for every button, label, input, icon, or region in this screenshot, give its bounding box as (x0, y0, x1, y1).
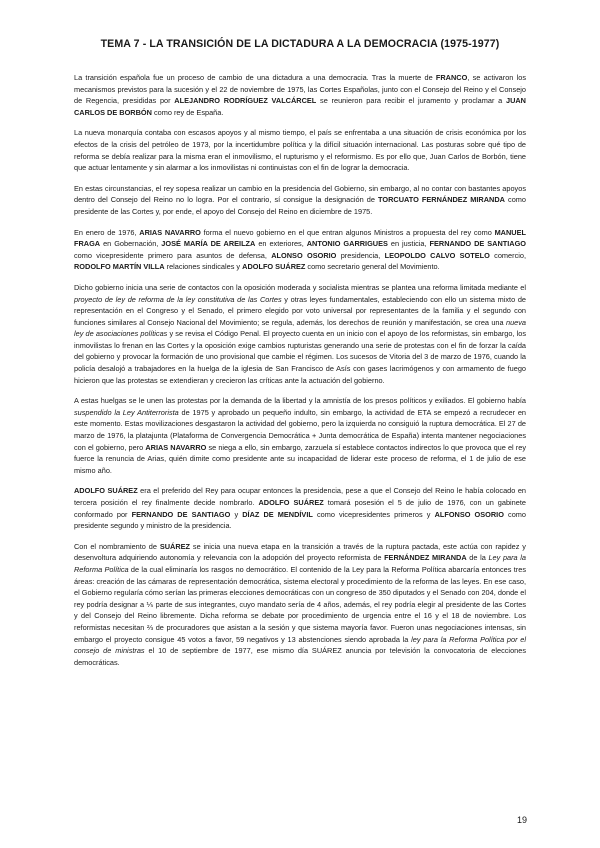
page-title: TEMA 7 - LA TRANSICIÓN DE LA DICTADURA A LA DEMOCRACIA (1975-1977) (100, 38, 500, 50)
text-run: el 10 de septiembre de 1977, ese mismo día SUÁREZ anuncia por televisión la convocatoria de elecciones democráticas. (74, 646, 526, 667)
bold-text: ARIAS NAVARRO (145, 442, 207, 452)
paragraph (74, 127, 526, 173)
text-run: se reunieron para recibir el juramento y proclamar a (316, 96, 506, 106)
bold-text: ALONSO OSORIO (271, 250, 337, 260)
text-run: tomará posesión el 5 de julio de 1976, con un gabinete conformado por (74, 498, 526, 519)
text-run: La transición española fue un proceso de cambio de una dictadura a una democracia. Tras la muerte de (74, 73, 436, 82)
italic-text: nueva ley de asociaciones políticas (74, 317, 526, 339)
text-run: de la (466, 553, 489, 563)
text-run: Con el nombramiento de (74, 541, 160, 551)
text-run: se inicia una nueva etapa en la transición a través de la ruptura pactada, este actúa con rapidez y desenvoltura adquiriendo autonomía y relevancia con la adopción del proyecto reformista de (74, 541, 526, 563)
page-number: 19 (516, 815, 527, 825)
paragraph (74, 541, 526, 669)
text-run: como presidente segundo y ministro de la presidencia. (74, 509, 526, 531)
paragraph (74, 485, 526, 531)
bold-text: JUAN CARLOS DE BORBÓN (74, 96, 526, 117)
bold-text: MANUEL FRAGA (74, 227, 526, 249)
text-run: En enero de 1976, (74, 227, 140, 237)
italic-text: ley para la Reforma Política por el consejo de ministras (74, 634, 526, 656)
text-run: relaciones sindicales y (164, 262, 243, 272)
text-run: A estas huelgas se le unen las protestas por la demanda de la libertad y la amnistía de los presos políticos y exiliados. El gobierno había (74, 396, 526, 406)
bold-text: DÍAZ DE MENDÍVIL (242, 509, 313, 519)
paragraph (74, 282, 526, 386)
bold-text: ADOLFO SUÁREZ (258, 498, 324, 507)
text-run: y se revisa el Código Penal. El proyecto cuenta en un inicio con el apoyo de los reformistas, sin embargo, los inmovilistas lo frenan en las Cortes y la oposición exige cambios rupturistas generando una serie de protestas con el fin de forzar la caída del gobierno y provocar la formación de uno provisional que cambie el régimen. Los sucesos de Vitoria del 3 de marzo de 1976, cuando la policía desalojó a trabajadores en la huelga de la iglesia de San Francisco de Asís con gases lacrimógenos y con armamento de fuego hicieron que las protestas se extendieran y crecieron las críticas ante la actuación del gobierno. (74, 329, 526, 385)
paragraph (74, 227, 526, 273)
bold-text: ALFONSO OSORIO (434, 509, 504, 519)
text-run: La nueva monarquía contaba con escasos apoyos y al mismo tiempo, el país se enfrentaba a una situación de crisis económica por los efectos de la crisis del petróleo de 1973, por la incertidumbre política y la difícil situación internacional. Las posturas sobre qué tipo de reforma se debía realizar para la misma eran el inmovilismo, el rupturismo y el reformismo. Es por ello que, Juan Carlos de Borbón, tiene que actuar lentamente y sin alarmar a los inmovilistas ni continuistas con el fin de lograr la democracia. (74, 128, 526, 173)
text-run: en exteriores, (255, 239, 307, 249)
bold-text: FERNÁNDEZ MIRANDA (384, 553, 467, 563)
bold-text: ANTONIO GARRIGUES (306, 239, 388, 249)
bold-text: ADOLFO SUÁREZ (74, 486, 138, 496)
text-run: y (230, 509, 243, 519)
paragraph (74, 183, 526, 218)
text-run: , se activaron los mecanismos previstos para la sucesión y el 22 de noviembre de 1975, las Cortes Españolas, junto con el Consejo del Reino y el Consejo de Regencia, presididas por (74, 73, 526, 106)
bold-text: ADOLFO SUÁREZ (242, 262, 306, 272)
text-run: comercio, (489, 250, 527, 260)
paragraph (74, 395, 526, 476)
text-run: de 1975 y aprobado un pequeño indulto, sin embargo, la actividad de ETA se empezó a recrudecer en este momento. Estas movilizaciones desgastaron la actividad del gobierno, pero la izquierda no consiguió la ruptura democrática. El 27 de marzo de 1976, la platajunta (Plataforma de Convergencia Democrática + Junta democrática de España) intenta mantener negociaciones con el gobierno, pero (74, 407, 526, 452)
text-run: como rey de España. (151, 107, 224, 117)
bold-text: LEOPOLDO CALVO SOTELO (384, 250, 490, 260)
text-run: forma el nuevo gobierno en el que entran algunos Ministros a propuesta del rey como (200, 227, 495, 237)
text-run: era el preferido del Rey para ocupar entonces la presidencia, pese a que el Consejo del Reino le había colocado en tercera posición el rey finalmente decide nombrarlo. (74, 486, 526, 507)
bold-text: SUÁREZ (159, 541, 191, 551)
text-run: en justicia, (387, 239, 430, 249)
bold-text: ALEJANDRO RODRÍGUEZ VALCÁRCEL (174, 96, 317, 106)
text-run: de la cual eliminaría los rasgos no democrático. El contenido de la Ley para la Reforma Política abarcaría entonces tres áreas: creación de las cámaras de representación democrática, sistema electoral y procedimiento de la reforma de las leyes. En ese caso, el Gobierno regularía cómo serían las primeras elecciones democráticas con un congreso de 350 diputados y el Senado con 204, donde el rey podría designar a ⅕ parte de sus integrantes, cuyo mandato sería de 4 años, además, el rey podría elegir al presidente de las Cortes y del Consejo del Reino libremente. Dicha reforma se debate por procedimiento de urgencia entre el 16 y el 18 de noviembre. Los reformistas necesitan ⅔ de procuradores que asistan a la sesión y que sistema mayoría favor. Fueron unas negociaciones intensas, sin embargo el proyecto consigue 45 votos a favor, 59 negativos y 13 abstenciones siendo aprobada la (74, 564, 526, 644)
text-run: presidencia, (336, 250, 385, 260)
body-text (74, 72, 526, 668)
bold-text: RODOLFO MARTÍN VILLA (74, 262, 165, 272)
bold-text: FERNANDO DE SANTIAGO (429, 239, 527, 249)
text-run: En estas circunstancias, el rey sopesa realizar un cambio en la presidencia del Gobierno, sin embargo, al no contar con bastantes apoyos dentro del Consejo del Reino no lo logra. Por el contrario, sí consigue la designación de (74, 183, 526, 205)
italic-text: proyecto de ley de reforma de la ley constitutiva de las Cortes (74, 294, 282, 304)
text-run: y otras leyes fundamentales, estableciendo con ello un sistema mixto de representación en el Congreso y el Senado, el primero elegido por voto universal por representantes de la familia y el segundo con funciones similares al Consejo Nacional del Movimiento; se regula, además, los derechos de reunión y manifestación, se crea una (74, 294, 526, 327)
text-run: como vicepresidentes primeros y (312, 509, 435, 519)
italic-text: suspendido la Ley Antiterrorista (74, 407, 179, 417)
bold-text: JOSÉ MARÍA DE AREILZA (161, 239, 256, 249)
text-run: se niega a ello, sin embargo, zarzuela sí establece contactos indirectos lo que provoca que el rey fuerce la renuncia de Arias, quién dimite como presidente ante su incapacidad de liderar este proceso de reforma, el 1 de julio de ese mismo año. (74, 442, 526, 475)
text-run: en Gobernación, (100, 239, 162, 249)
paragraph (74, 72, 526, 118)
bold-text: TORCUATO FERNÁNDEZ MIRANDA (378, 195, 505, 205)
text-run: como presidente de las Cortes y, por ende, el apoyo del Consejo del Reino en diciembre de 1975. (74, 195, 526, 216)
bold-text: FRANCO (435, 73, 468, 82)
bold-text: FERNANDO DE SANTIAGO (131, 509, 231, 519)
text-run: como secretario general del Movimiento. (305, 262, 440, 272)
bold-text: ARIAS NAVARRO (139, 227, 201, 237)
text-run: Dicho gobierno inicia una serie de contactos con la oposición moderada y socialista mientras se plantea una reforma limitada mediante el (74, 282, 526, 292)
text-run: como vicepresidente primero para asuntos de defensa, (74, 250, 272, 260)
italic-text: Ley para la Reforma Política (74, 553, 526, 574)
